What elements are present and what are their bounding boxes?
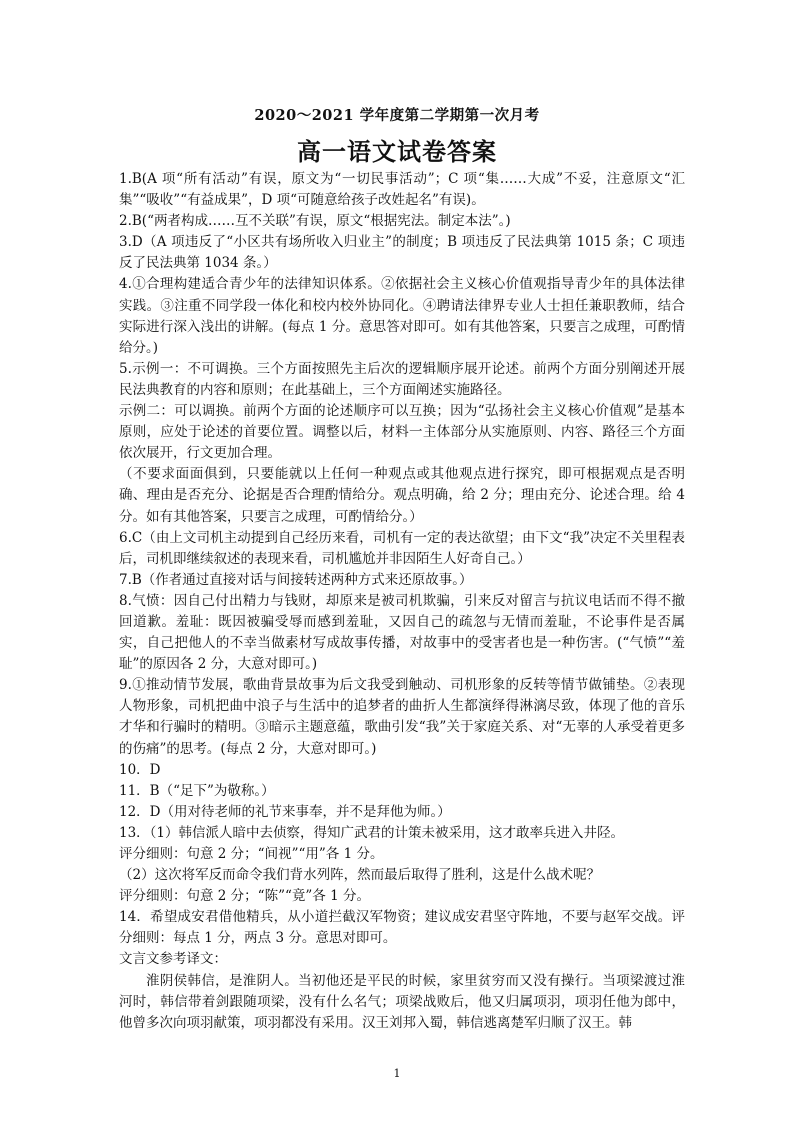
answer-13-2: （2）这次将军反而命令我们背水列阵，然而最后取得了胜利，这是什么战术呢？ (119, 867, 601, 884)
translation-heading: 文言文参考译文： (119, 951, 227, 968)
exam-subtitle: 2020～2021 学年度第二学期第一次月考 (254, 107, 540, 124)
answer-5-example-2: 示例二：可以调换。前两个方面的论述顺序可以互换；因为“弘扬社会主义核心价值观”是基本原则，应处于论述的首要位置。调整以后，材料一主体部分从实施原则、内容、路径三个方面依次展开，行文更加合理。 (119, 403, 685, 462)
answer-9: 9.①推动情节发展，歌曲背景故事为后文我受到触动、司机形象的反转等情节做铺垫。②表现人物形象，司机把曲中浪子与生活中的追梦者的曲折人生都演绎得淋漓尽致，体现了他的音乐才华和行骗时的精明。③暗示主题意蕴，歌曲引发“我”关于家庭关系、对“无辜的人承受着更多的伤痛”的思考。(每点 2 分，大意对即可。) (119, 677, 685, 757)
translation-text: 淮阴侯韩信，是淮阴人。当初他还是平民的时候，家里贫穷而又没有操行。当项梁渡过淮河时，韩信带着剑跟随项梁，没有什么名气；项梁战败后，他又归属项羽，项羽任他为郎中，他曾多次向项羽献策，项羽都没有采用。汉王刘邦入蜀，韩信逃离楚军归顺了汉王。韩 (119, 972, 685, 1031)
answer-6: 6.C（由上文司机主动提到自己经历来看，司机有一定的表达欲望；由下文“我”决定不关里程表后，司机即继续叙述的表现来看，司机尴尬并非因陌生人好奇自己。） (119, 529, 685, 567)
answer-10: 10．D (119, 761, 161, 778)
answer-8: 8.气愤：因自己付出精力与钱财，却原来是被司机欺骗，引来反对留言与抗议电话而不得不撤回道歉。羞耻：既因被骗受辱而感到羞耻，又因自己的疏忽与无情而羞耻，不论事件是否属实，自己把他人的不幸当做素材写成故事传播，对故事中的受害者也是一种伤害。(“气愤”“羞耻”的原因各 2 分，大意对即可。) (119, 592, 685, 673)
answer-5-scoring-note: （不要求面面俱到，只要能就以上任何一种观点或其他观点进行探究，即可根据观点是否明确、理由是否充分、论据是否合理酌情给分。观点明确，给 2 分；理由充分、论述合理。给 4 分。如有其他答案，只要言之成理，可酌情给分。） (119, 466, 685, 525)
answer-content (119, 169, 685, 1034)
answer-14: 14．希望成安君借他精兵，从小道拦截汉军物资；建议成安君坚守阵地，不要与赵军交战。评分细则：每点 1 分，两点 3 分。意思对即可。 (119, 909, 685, 947)
page-number: 1 (393, 1067, 401, 1080)
answer-13-1: 13．（1）韩信派人暗中去侦察，得知广武君的计策未被采用，这才敢率兵进入井陉。 (119, 824, 625, 841)
answer-1: 1.B(A 项“所有活动”有误，原文为“一切民事活动”；C 项“集……大成”不妥，注意原文“汇集”“吸收”“有益成果”，D 项“可随意给孩子改姓起名”有误)。 (119, 171, 685, 209)
answer-5-example-1: 5.示例一：不可调换。三个方面按照先主后次的逻辑顺序展开论述。前两个方面分别阐述开展民法典教育的内容和原则；在此基础上，三个方面阐述实施路径。 (119, 360, 685, 398)
answer-4: 4.①合理构建适合青少年的法律知识体系。②依据社会主义核心价值观指导青少年的具体法律实践。③注重不同学段一体化和校内校外协同化。④聘请法律界专业人士担任兼职教师，结合实际进行深入浅出的讲解。(每点 1 分。意思答对即可。如有其他答案，只要言之成理，可酌情给分。) (119, 276, 685, 356)
page-title: 高一语文试卷答案 (297, 138, 497, 166)
scoring-rule-13-2: 评分细则：句意 2 分；“陈”“竟”各 1 分。 (119, 888, 370, 905)
answer-2: 2.B(“两者构成……互不关联”有误，原文“根据宪法。制定本法”。) (119, 213, 511, 230)
answer-12: 12．D（用对待老师的礼节来事奉，并不是拜他为师。） (119, 803, 451, 820)
answer-7: 7.B（作者通过直接对话与间接转述两种方式来还原故事。） (119, 571, 473, 588)
answer-3: 3.D（A 项违反了“小区共有场所收入归业主”的制度；B 项违反了民法典第 1015 条；C 项违反了民法典第 1034 条。） (119, 234, 685, 272)
scoring-rule-13-1: 评分细则：句意 2 分；“间视”“用”各 1 分。 (119, 846, 384, 862)
answer-11: 11．B（“足下”为敬称。） (119, 782, 275, 799)
